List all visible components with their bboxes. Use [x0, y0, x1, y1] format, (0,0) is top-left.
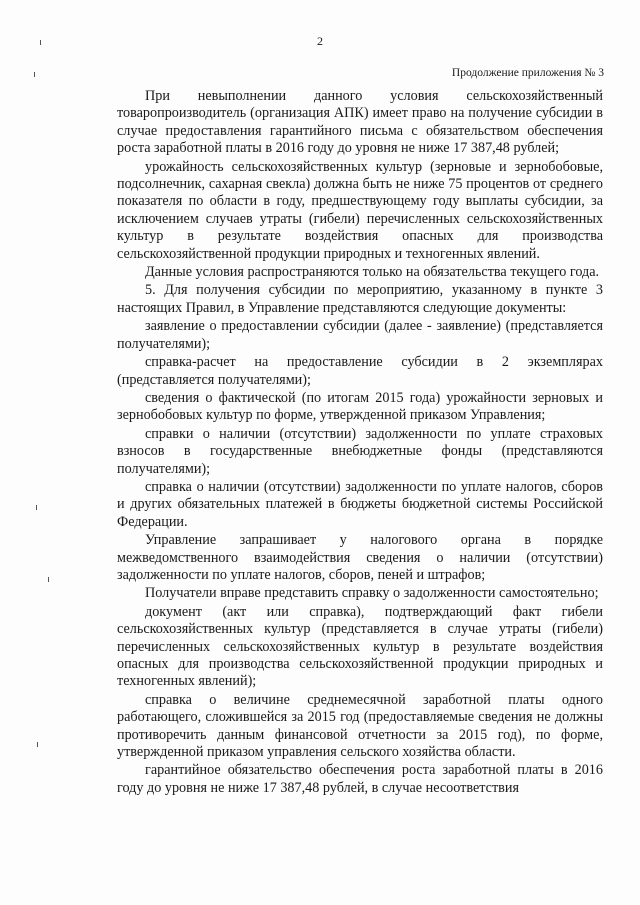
scan-margin-mark — [48, 577, 49, 582]
scan-margin-mark — [40, 40, 41, 45]
paragraph: При невыполнении данного условия сельскохозяйственный товаропроизводитель (организация АПК) имеет право на получение субсидии в случае предоставления гарантийного письма с обязательством обеспечения роста заработной платы в 2016 году до уровня не ниже 17 387,48 рублей; — [117, 88, 603, 157]
scan-margin-mark — [36, 505, 37, 510]
paragraph: справка-расчет на предоставление субсидии в 2 экземплярах (представляется получателями); — [117, 354, 603, 388]
paragraph: заявление о предоставлении субсидии (далее - заявление) (представляется получателями); — [117, 318, 603, 352]
paragraph: урожайность сельскохозяйственных культур (зерновые и зернобобовые, подсолнечник, сахарная свекла) должна быть не ниже 75 процентов от среднего показателя по области в году, предшествующему году выплаты субсидии, за исключением случаев утраты (гибели) перечисленных сельскохозяйственных культур в результате воздействия опасных для производства сельскохозяйственной продукции природных и техногенных явлений. — [117, 158, 603, 262]
paragraph: Управление запрашивает у налогового органа в порядке межведомственного взаимодействия сведения о наличии (отсутствии) задолженности по уплате налогов, сборов, пеней и штрафов; — [117, 532, 603, 583]
paragraph: справка о величине среднемесячной заработной платы одного работающего, сложившейся за 2015 год (предоставляемые сведения не должны противоречить данным финансовой отчетности за 2015 год), по форме, утвержденной приказом управления сельского хозяйства области. — [117, 691, 603, 761]
paragraph: гарантийное обязательство обеспечения роста заработной платы в 2016 году до уровня не ниже 17 387,48 рублей, в случае несоответствия — [117, 762, 603, 796]
scan-margin-mark — [37, 742, 38, 747]
paragraph: Данные условия распространяются только на обязательства текущего года. — [145, 264, 600, 281]
paragraph: 5. Для получения субсидии по мероприятию, указанному в пункте 3 настоящих Правил, в Управление представляются следующие документы: — [117, 282, 603, 316]
paragraph: документ (акт или справка), подтверждающий факт гибели сельскохозяйственных культур (представляется в случае утраты (гибели) перечисленных сельскохозяйственных культур в результате воздействия опасных для производства сельскохозяйственной продукции природных и техногенных явлений); — [117, 603, 603, 690]
paragraph: справка о наличии (отсутствии) задолженности по уплате налогов, сборов и других обязательных платежей в бюджеты бюджетной системы Российской Федерации. — [117, 478, 603, 530]
page-number: 2 — [317, 34, 323, 48]
scan-margin-mark — [34, 72, 35, 77]
paragraph: справки о наличии (отсутствии) задолженности по уплате страховых взносов в государственные внебюджетные фонды (представляются получателями); — [117, 425, 603, 477]
document-body — [117, 88, 603, 797]
paragraph: сведения о фактической (по итогам 2015 года) урожайности зерновых и зернобобовых культур по форме, утвержденной приказом Управления; — [117, 389, 603, 424]
appendix-continuation-label: Продолжение приложения № 3 — [451, 67, 604, 79]
paragraph: Получатели вправе представить справку о задолженности самостоятельно; — [145, 585, 599, 602]
